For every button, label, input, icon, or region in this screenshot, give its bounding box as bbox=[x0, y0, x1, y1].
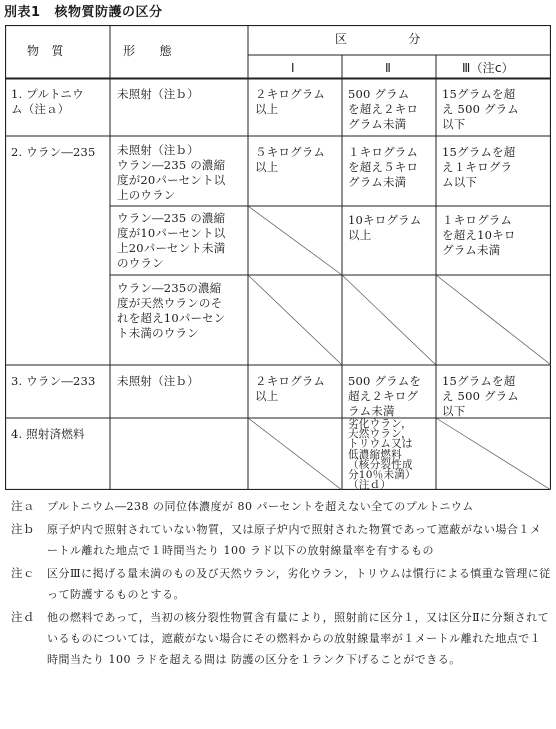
pu-form: 未照射（注ｂ） bbox=[117, 87, 199, 101]
note-c bbox=[7, 563, 552, 605]
spent-fuel-material: 4. 照射済燃料 bbox=[11, 427, 85, 441]
header-material: 物 質 bbox=[27, 44, 64, 58]
note-a-text: プルトニウム―238 の同位体濃度が 80 パーセントを超えない全てのプルトニウム bbox=[47, 500, 474, 513]
spent-fuel-cat2: 劣化ウラン， 天然ウラン， トリウム又は 低濃縮燃料 （核分裂性成 分10％未満） （注ｄ） bbox=[348, 418, 416, 492]
note-c-text: 区分Ⅲに掲げる量未満のもの及び天然ウラン，劣化ウラン，トリウムは慣行による慎重な管理に従って防護するものとする。 bbox=[47, 567, 551, 601]
classification-table bbox=[5, 25, 551, 490]
header-category-1: Ⅰ bbox=[291, 61, 295, 75]
note-c-label: 注ｃ bbox=[11, 566, 35, 580]
u235-high-cat1: ５キログラム 以上 bbox=[255, 145, 326, 174]
u235-mid-cat3: １キログラム を超え10キロ グラム未満 bbox=[442, 213, 516, 257]
u233-cat2: 500 グラムを 超え２キログ ラム未満 bbox=[348, 374, 422, 418]
pu-material: 1. プルトニウ ム（注ａ） bbox=[11, 87, 84, 116]
note-d bbox=[7, 607, 552, 670]
pu-cat3: 15グラムを超 え 500 グラム 以下 bbox=[442, 87, 519, 131]
note-b-label: 注ｂ bbox=[11, 522, 35, 536]
u233-form: 未照射（注ｂ） bbox=[117, 374, 199, 388]
u235-material: 2. ウラン―235 bbox=[11, 145, 96, 159]
header-category-2: Ⅱ bbox=[385, 61, 392, 75]
note-b bbox=[7, 519, 552, 561]
pu-cat2: 500 グラム を超え２キロ グラム未満 bbox=[348, 87, 419, 131]
u233-cat1: ２キログラム 以上 bbox=[255, 374, 326, 403]
u235-high-cat2: １キログラム を超え５キロ グラム未満 bbox=[348, 145, 419, 189]
note-a-label: 注ａ bbox=[11, 499, 35, 513]
table-title bbox=[4, 2, 163, 24]
u233-material: 3. ウラン―233 bbox=[11, 374, 96, 388]
u235-low-form: ウラン―235の濃縮 度が天然ウランのそ れを超え10パーセン ト未満のウラン bbox=[117, 281, 226, 340]
pu-cat1: ２キログラム 以上 bbox=[255, 87, 326, 116]
note-b-text: 原子炉内で照射されていない物質，又は原子炉内で照射された物質であって遮蔽がない場合１メートル離れた地点で１時間当たり 100 ラド以下の放射線量率を有するもの bbox=[47, 523, 542, 557]
u235-high-form: 未照射（注ｂ） ウラン―235 の濃縮 度が20パーセント以 上のウラン bbox=[117, 143, 226, 202]
header-category-3: Ⅲ（注c） bbox=[462, 61, 514, 75]
u235-mid-form: ウラン―235 の濃縮 度が10パーセント以 上20パーセント未満 のウラン bbox=[117, 211, 226, 270]
header-category: 区 分 bbox=[335, 32, 421, 46]
u235-mid-cat2: 10キログラム 以上 bbox=[348, 213, 422, 242]
header-form: 形 態 bbox=[123, 44, 172, 58]
note-d-text: 他の燃料であって，当初の核分裂性物質含有量により，照射前に区分１，又は区分Ⅱに分類されているものについては，遮蔽がない場合にその燃料からの放射線量率が１メートル離れた地点で１時間当たり 100 ラドを超える間は 防護の区分を１ランク下げることができる。 bbox=[47, 611, 550, 666]
table-number: 別表1 bbox=[4, 5, 41, 20]
note-d-label: 注ｄ bbox=[11, 610, 35, 624]
footnotes bbox=[7, 496, 552, 672]
u233-cat3: 15グラムを超 え 500 グラム 以下 bbox=[442, 374, 519, 418]
note-a bbox=[7, 496, 552, 517]
u235-high-cat3: 15グラムを超 え１キログラ ム以下 bbox=[442, 145, 516, 189]
table-title-text: 核物質防護の区分 bbox=[54, 5, 163, 20]
